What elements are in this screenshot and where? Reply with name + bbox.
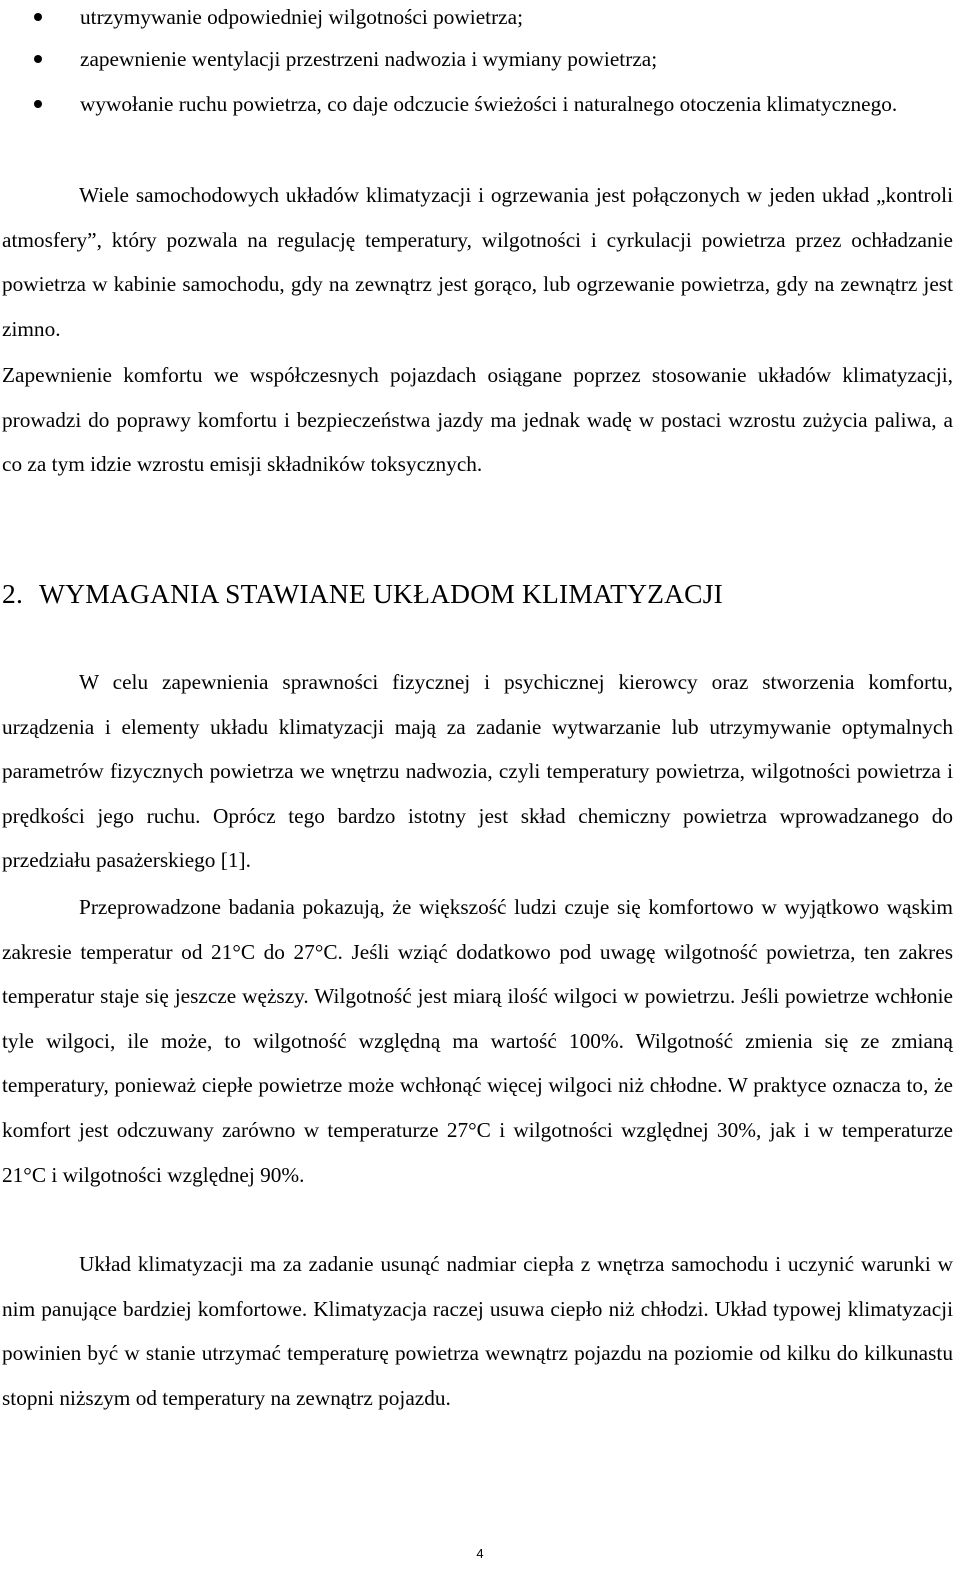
list-item-text: utrzymywanie odpowiedniej wilgotności powietrza; <box>80 5 523 29</box>
paragraph-text: W celu zapewnienia sprawności fizycznej i psychicznej kierowcy oraz stworzenia komfortu, urządzenia i elementy układu klimatyzacji mają za zadanie wytwarzanie lub utrzymywanie optymalnych parametrów fizycznych powietrza we wnętrzu nadwozia, czyli temperatury powietrza, wilgotności powietrza i prędkości jego ruchu. Oprócz tego bardzo istotny jest skład chemiczny powietrza wprowadzanego do przedziału pasażerskiego [1]. <box>2 670 953 873</box>
list-item-text: wywołanie ruchu powietrza, co daje odczucie świeżości i naturalnego otoczenia klimatycznego. <box>80 92 898 116</box>
paragraph-requirements <box>2 660 953 883</box>
section-heading <box>2 578 723 610</box>
paragraph-text: Przeprowadzone badania pokazują, że większość ludzi czuje się komfortowo w wyjątkowo wąskim zakresie temperatur od 21°C do 27°C. Jeśli wziąć dodatkowo pod uwagę wilgotność powietrza, ten zakres temperatur staje się jeszcze węższy. Wilgotność jest miarą ilość wilgoci w powietrzu. Jeśli powietrze wchłonie tyle wilgoci, ile może, to wilgotność względną ma wartość 100%. Wilgotność zmienia się ze zmianą temperatury, ponieważ ciepłe powietrze może wchłonąć więcej wilgoci niż chłodne. W praktyce oznacza to, że komfort jest odczuwany zarówno w temperaturze 27°C i wilgotności względnej 30%, jak i w temperaturze 21°C i wilgotności względnej 90%. <box>2 895 953 1187</box>
list-item-text: zapewnienie wentylacji przestrzeni nadwozia i wymiany powietrza; <box>80 47 658 71</box>
bullet-icon <box>34 100 42 108</box>
list-item <box>80 37 954 82</box>
paragraph-research <box>2 885 953 1197</box>
paragraph-air-conditioning-task <box>2 1242 953 1420</box>
paragraph-atmosphere-control <box>2 173 953 351</box>
bullet-icon <box>34 55 42 63</box>
page-number: 4 <box>476 1546 484 1561</box>
bullet-icon <box>34 13 42 21</box>
list-item <box>80 82 954 127</box>
paragraph-text: Układ klimatyzacji ma za zadanie usunąć nadmiar ciepła z wnętrza samochodu i uczynić warunki w nim panujące bardziej komfortowe. Klimatyzacja raczej usuwa ciepło niż chłodzi. Układ typowej klimatyzacji powinien być w stanie utrzymać temperaturę powietrza wewnątrz pojazdu na poziomie od kilku do kilkunastu stopni niższym od temperatury na zewnątrz pojazdu. <box>2 1252 953 1410</box>
paragraph-text-serif: Wiele samochodowych układów klimatyzacji i ogrzewania jest połączonych w jeden układ „kontroli atmosfery”, który pozwala na regulację temperatury, wilgotności i cyrkulacji powietrza przez ochładzanie powietrza w kabinie samochodu, gdy na zewnątrz jest gorąco, lub ogrzewanie powietrza, gdy na zewnątrz jest zimno. <box>2 183 953 341</box>
section-number: 2. <box>2 578 24 609</box>
paragraph-text: Zapewnienie komfortu we współczesnych pojazdach osiągane poprzez stosowanie układów klimatyzacji, prowadzi do poprawy komfortu i bezpieczeństwa jazdy ma jednak wadę w postaci wzrostu zużycia paliwa, a co za tym idzie wzrostu emisji składników toksycznych. <box>2 363 953 477</box>
list-item <box>80 0 954 40</box>
paragraph-comfort <box>2 353 953 487</box>
section-title: WYMAGANIA STAWIANE UKŁADOM KLIMATYZACJI <box>39 578 723 609</box>
